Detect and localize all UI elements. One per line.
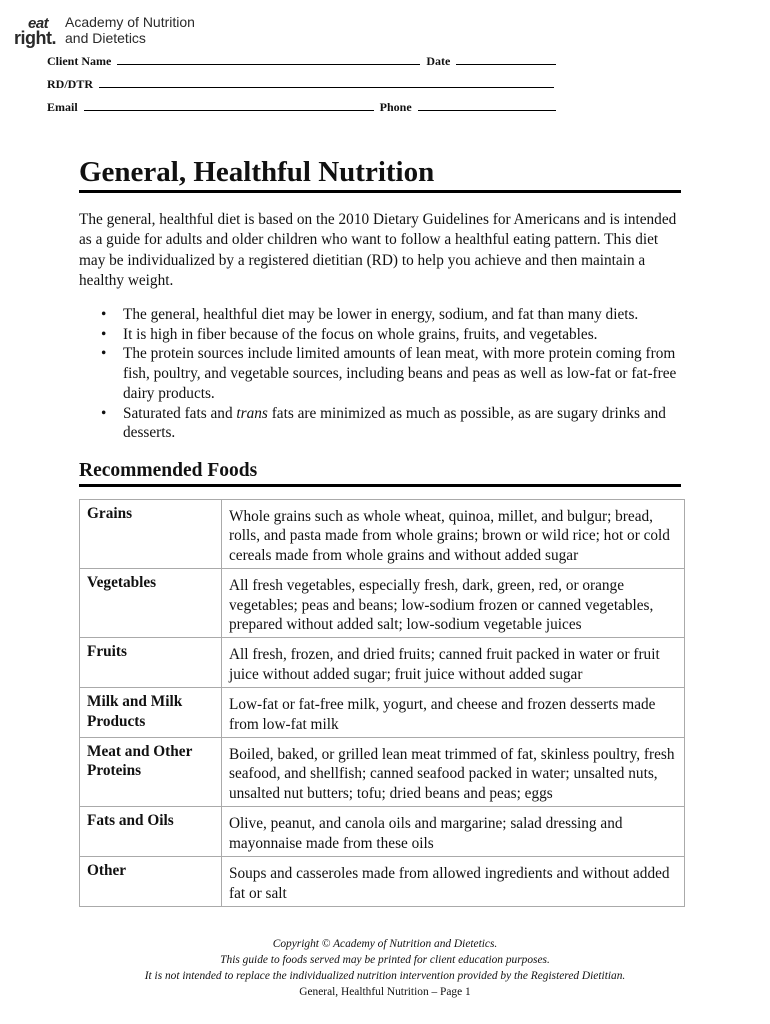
food-description: Olive, peanut, and canola oils and margarine; salad dressing and mayonnaise made from these oils — [222, 807, 685, 857]
food-category: Grains — [80, 500, 222, 569]
recommended-foods-heading: Recommended Foods — [79, 460, 258, 481]
rd-dtr-field[interactable] — [99, 77, 554, 88]
eat-right-logo-mark — [14, 12, 62, 48]
food-description: Soups and casseroles made from allowed ingredients and without added fat or salt — [222, 857, 685, 907]
table-row — [80, 500, 685, 569]
list-item-text-start: Saturated fats and — [123, 404, 237, 422]
rd-dtr-label: RD/DTR — [47, 77, 94, 91]
list-item — [79, 404, 685, 443]
list-item — [79, 305, 685, 325]
date-field[interactable] — [456, 54, 556, 65]
list-item — [79, 344, 685, 403]
page-number: General, Healthful Nutrition – Page 1 — [299, 986, 471, 998]
date-label: Date — [426, 54, 451, 68]
recommended-foods-table — [79, 499, 685, 907]
food-description: All fresh vegetables, especially fresh, dark, green, red, or orange vegetables; peas and beans; low-sodium frozen or canned vegetables, prepared without added salt; low-sodium vegetable juices — [222, 569, 685, 638]
disclaimer: It is not intended to replace the individualized nutrition intervention provided by the Registered Dietitian. — [144, 970, 626, 982]
table-row — [80, 688, 685, 738]
bullet-icon: • — [101, 404, 107, 422]
food-description: Low-fat or fat-free milk, yogurt, and cheese and frozen desserts made from low-fat milk — [222, 688, 685, 738]
title-divider — [79, 190, 681, 193]
copyright-notice: Copyright © Academy of Nutrition and Dietetics. — [272, 938, 498, 950]
table-row — [80, 807, 685, 857]
table-row — [80, 638, 685, 688]
bullet-icon: • — [101, 325, 107, 343]
printing-notice: This guide to foods served may be printed for client education purposes. — [220, 954, 550, 966]
table-row — [80, 738, 685, 807]
list-item-text-end: fats are minimized as much as possible, as are sugary drinks and desserts. — [123, 404, 666, 442]
food-description: Whole grains such as whole wheat, quinoa, millet, and bulgur; bread, rolls, and pasta made from whole grains; brown or wild rice; hot or cold cereals made from whole grains and without added sugar — [222, 500, 685, 569]
food-category: Meat and Other Proteins — [80, 738, 222, 807]
client-name-row — [47, 54, 556, 69]
list-item — [79, 325, 685, 345]
food-category: Vegetables — [80, 569, 222, 638]
bullet-icon: • — [101, 345, 107, 363]
table-row — [80, 857, 685, 907]
food-category: Fruits — [80, 638, 222, 688]
list-item-emphasis: trans — [236, 404, 268, 422]
rd-dtr-row — [47, 77, 554, 92]
page-title: General, Healthful Nutrition — [79, 156, 435, 188]
section-divider — [79, 484, 681, 487]
organization-name — [65, 14, 265, 46]
bullet-icon: • — [101, 306, 107, 323]
page-footer — [0, 936, 770, 1000]
food-description: Boiled, baked, or grilled lean meat trimmed of fat, skinless poultry, fresh seafood, and shellfish; canned seafood packed in water; unsalted nuts, unsalted nut butters; tofu; dried beans and peas; eggs — [222, 738, 685, 807]
org-line-1: Academy of Nutrition — [65, 14, 195, 30]
intro-paragraph: The general, healthful diet is based on the 2010 Dietary Guidelines for Americans and is intended as a guide for adults and older children who want to follow a healthful eating pattern. This diet may be individualized by a registered dietitian (RD) to help you achieve and then maintain a healthy weight. — [79, 211, 677, 290]
table-row — [80, 569, 685, 638]
email-label: Email — [47, 100, 78, 114]
email-phone-row — [47, 100, 556, 115]
client-name-label: Client Name — [47, 54, 112, 68]
org-line-2: and Dietetics — [65, 30, 146, 46]
logo-mark-top: eat — [28, 15, 49, 32]
list-item-text: It is high in fiber because of the focus on whole grains, fruits, and vegetables. — [123, 325, 598, 343]
key-points-list — [79, 305, 685, 443]
food-category: Other — [80, 857, 222, 907]
phone-label: Phone — [379, 100, 412, 114]
list-item-text: The protein sources include limited amounts of lean meat, with more protein coming from fish, poultry, and vegetable sources, including beans and peas as well as low-fat or fat-free dairy products. — [123, 345, 677, 402]
email-field[interactable] — [84, 100, 374, 111]
logo-mark-bottom: right. — [14, 28, 56, 48]
food-category: Fats and Oils — [80, 807, 222, 857]
client-name-field[interactable] — [117, 54, 420, 65]
food-category: Milk and Milk Products — [80, 688, 222, 738]
list-item-text: The general, healthful diet may be lower in energy, sodium, and fat than many diets. — [123, 306, 639, 323]
food-description: All fresh, frozen, and dried fruits; canned fruit packed in water or fruit juice without added sugar; fruit juice without added sugar — [222, 638, 685, 688]
phone-field[interactable] — [418, 100, 556, 111]
